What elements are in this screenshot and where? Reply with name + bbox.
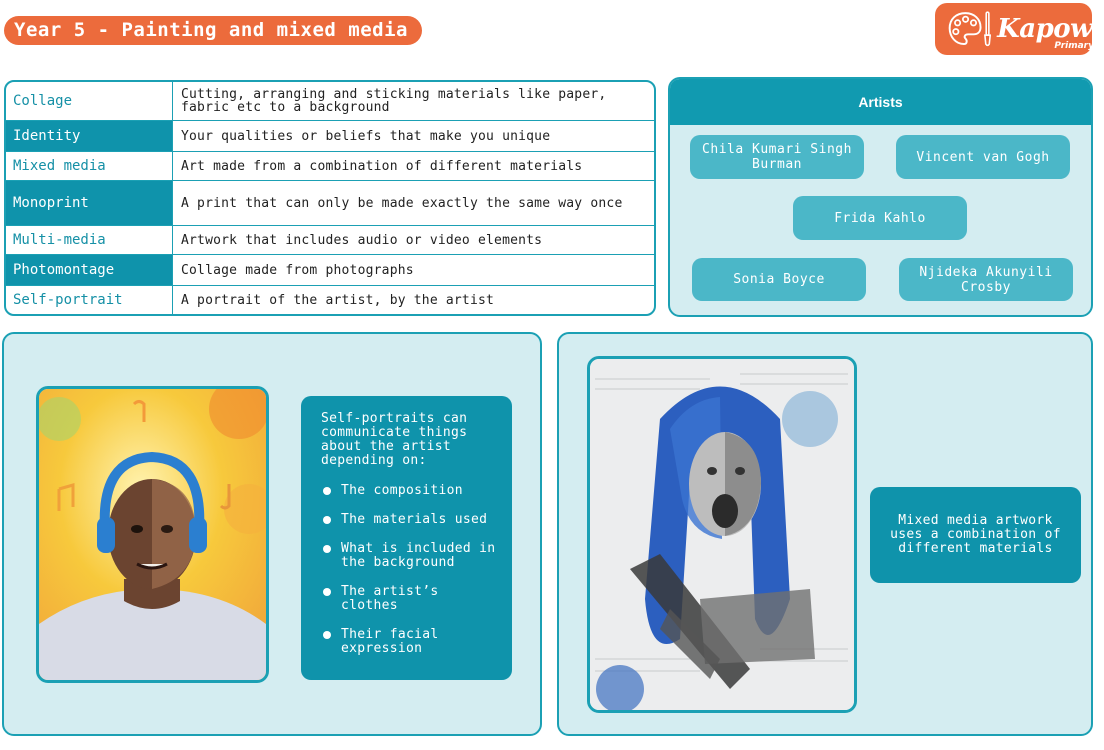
artist-chip: Njideka Akunyili Crosby — [899, 258, 1073, 301]
vocab-row — [6, 181, 654, 226]
vocab-definition: A print that can only be made exactly the same way once — [181, 195, 623, 211]
artist-chip: Chila Kumari Singh Burman — [690, 135, 864, 179]
kapow-logo — [935, 3, 1092, 55]
vocab-row — [6, 286, 654, 314]
boy-with-headphones-illustration — [39, 389, 266, 680]
mixed-media-panel — [557, 332, 1093, 736]
self-portrait-points — [321, 484, 502, 656]
vocab-term: Identity — [6, 121, 173, 151]
vocabulary-table — [4, 80, 656, 316]
logo-subtitle: Primary — [1054, 41, 1094, 51]
vocab-row — [6, 226, 654, 255]
artist-chip: Frida Kahlo — [793, 196, 967, 240]
vocab-term: Multi-media — [6, 226, 173, 254]
vocab-definition: Your qualities or beliefs that make you unique — [181, 128, 551, 144]
mixed-media-artwork-image — [587, 356, 857, 713]
self-portrait-panel — [2, 332, 542, 736]
vocab-term: Self-portrait — [6, 286, 173, 314]
artist-chip: Vincent van Gogh — [896, 135, 1070, 179]
artists-heading: Artists — [670, 79, 1091, 125]
vocab-definition: A portrait of the artist, by the artist — [181, 292, 495, 308]
vocab-term: Mixed media — [6, 152, 173, 180]
vocab-row — [6, 82, 654, 121]
vocab-definition: Collage made from photographs — [181, 262, 414, 278]
bullet-item: What is included in the background — [321, 542, 502, 570]
mixed-media-caption: Mixed media artwork uses a combination of different materials — [890, 513, 1061, 556]
artist-chip: Sonia Boyce — [692, 258, 866, 301]
paintbrush-icon — [984, 8, 991, 50]
bullet-item: The composition — [321, 484, 502, 498]
self-portrait-info-box — [301, 396, 512, 680]
vocab-term: Monoprint — [6, 181, 173, 225]
vocab-term: Photomontage — [6, 255, 173, 285]
vocab-definition: Art made from a combination of different materials — [181, 158, 583, 174]
page-title: Year 5 - Painting and mixed media — [4, 16, 422, 45]
self-portrait-intro: Self-portraits can communicate things about the artist depending on: — [321, 411, 468, 468]
bullet-item: The materials used — [321, 513, 502, 527]
bullet-item: The artist’s clothes — [321, 585, 502, 613]
bullet-item: Their facial expression — [321, 628, 502, 656]
artists-panel — [668, 77, 1093, 317]
vocab-definition: Cutting, arranging and sticking materials like paper, fabric etc to a background — [181, 87, 607, 115]
vocab-definition: Artwork that includes audio or video elements — [181, 232, 543, 248]
girl-mixed-media-illustration — [590, 359, 854, 710]
vocab-row — [6, 152, 654, 181]
vocab-row — [6, 255, 654, 286]
logo-wordmark: Kapow — [997, 14, 1092, 44]
self-portrait-image — [36, 386, 269, 683]
palette-icon — [947, 8, 984, 50]
vocab-term: Collage — [6, 82, 173, 120]
mixed-media-caption-box — [870, 487, 1081, 583]
vocab-row — [6, 121, 654, 152]
